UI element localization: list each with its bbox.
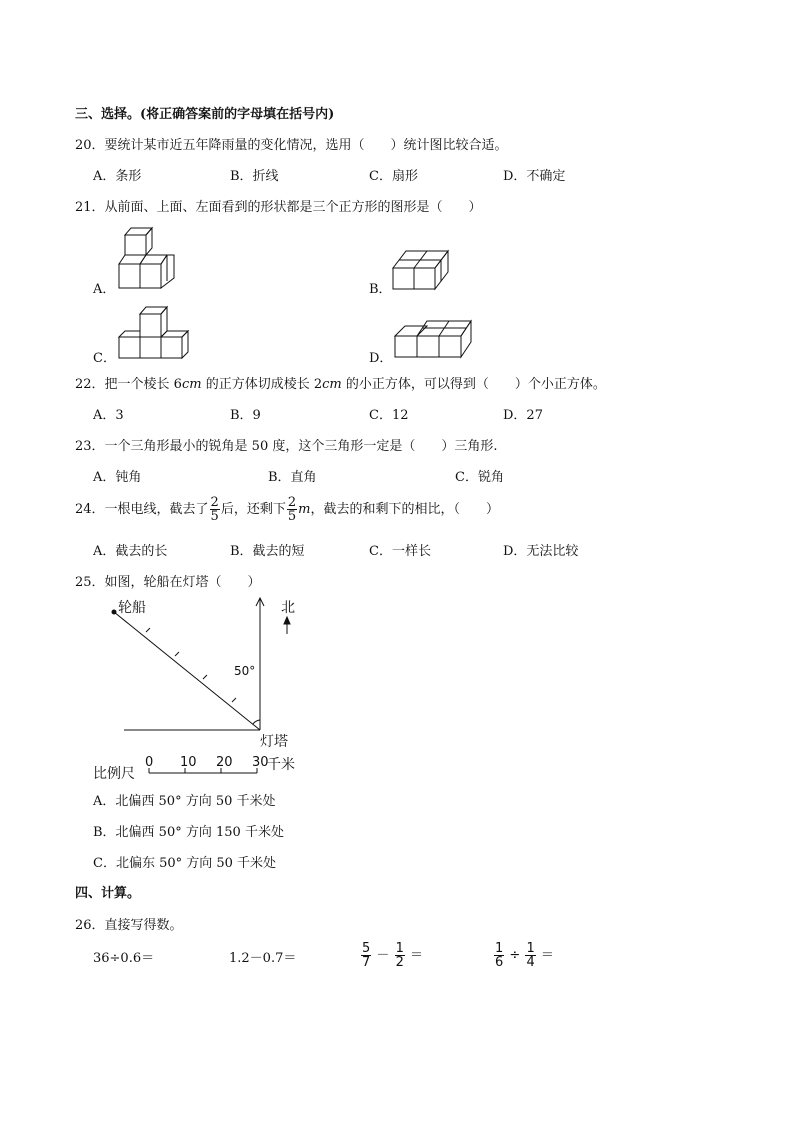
q22-option-b: B．9	[230, 408, 261, 423]
angle-label: 50°	[234, 664, 256, 678]
calc3-a-den: 7	[362, 955, 371, 970]
q24-stem-a: 24．一根电线，截去了	[75, 502, 209, 517]
q24-fraction-2	[287, 496, 297, 523]
q22-unit-1: cm	[181, 377, 202, 392]
q24-frac1-den: 5	[210, 509, 219, 524]
question-23: 23．一个三角形最小的锐角是 50 度，这个三角形一定是（ ）三角形.	[75, 439, 498, 454]
question-21: 21．从前面、上面、左面看到的形状都是三个正方形的图形是（ ）	[75, 200, 482, 215]
lighthouse-label: 灯塔	[260, 734, 288, 750]
q24-option-c: C．一样长	[369, 544, 431, 559]
q21-option-a: A．	[93, 282, 116, 297]
north-label: 北	[281, 600, 295, 616]
calc3-frac-a	[361, 942, 371, 969]
q22-option-a: A．3	[93, 408, 124, 423]
calc3-eq: ＝	[410, 948, 424, 963]
scale-tick-10: 10	[180, 755, 197, 770]
scale-tick-0: 0	[145, 755, 154, 770]
scale-tick-20: 20	[216, 755, 233, 770]
q22-stem-c: 的小正方体，可以得到（ ）个小正方体。	[341, 377, 606, 392]
scale-tick-30: 30	[252, 755, 269, 770]
q25-option-c: C．北偏东 50° 方向 50 千米处	[93, 856, 277, 871]
scale-unit: 千米	[267, 757, 295, 773]
q24-frac2-num: 2	[287, 495, 297, 510]
calc4-a-num: 1	[495, 941, 504, 956]
q25-option-b: B．北偏西 50° 方向 150 千米处	[93, 825, 284, 840]
bearing-diagram	[90, 590, 310, 780]
calc4-frac-a	[494, 942, 504, 969]
cube-figure-c	[116, 304, 196, 360]
calc4-a-den: 6	[495, 955, 504, 970]
calc3-op: －	[376, 948, 390, 963]
q20-option-c: C．扇形	[369, 169, 418, 184]
q22-option-c: C．12	[369, 408, 409, 423]
calc3-a-num: 5	[362, 941, 371, 956]
calc4-b-den: 4	[526, 955, 535, 970]
q24-frac2-den: 5	[287, 509, 297, 524]
q23-option-c: C．锐角	[455, 470, 504, 485]
calc4-b-num: 1	[526, 941, 535, 956]
q22-stem-b: 的正方体切成棱长 2	[201, 377, 323, 392]
q21-option-b: B．	[369, 282, 392, 297]
q24-stem-c: ，截去的和剩下的相比，（ ）	[310, 502, 499, 517]
q22-stem-a: 22．把一个棱长 6	[75, 377, 182, 392]
cube-figure-d	[392, 318, 476, 360]
q24-option-b: B．截去的短	[230, 544, 305, 559]
q22-option-d: D．27	[503, 408, 543, 423]
section-title-3: 三、选择。(将正确答案前的字母填在括号内)	[75, 107, 335, 122]
question-22	[75, 373, 606, 392]
scale-label: 比例尺	[93, 766, 135, 782]
q24-frac1-num: 2	[210, 495, 219, 510]
calc4-eq: ＝	[540, 948, 554, 963]
q24-stem-b: 后，还剩下	[220, 502, 286, 517]
q21-option-c: C．	[93, 351, 116, 366]
question-24	[75, 496, 499, 523]
calc-item-2: 1.2－0.7＝	[229, 951, 297, 966]
cube-figure-b	[390, 248, 462, 292]
q20-option-d: D．不确定	[503, 169, 566, 184]
q23-option-b: B．直角	[268, 470, 317, 485]
question-20: 20．要统计某市近五年降雨量的变化情况，选用（ ）统计图比较合适。	[75, 138, 508, 153]
q24-unit: m	[298, 502, 311, 517]
cube-figure-a	[116, 226, 180, 292]
calc3-b-num: 1	[395, 941, 404, 956]
q24-option-d: D．无法比较	[503, 544, 579, 559]
q20-option-a: A．条形	[93, 169, 142, 184]
q25-option-a: A．北偏西 50° 方向 50 千米处	[93, 794, 276, 809]
calc3-frac-b	[395, 942, 405, 969]
calc4-frac-b	[525, 942, 535, 969]
question-26: 26．直接写得数。	[75, 918, 183, 933]
q24-fraction-1	[210, 496, 220, 523]
q20-option-b: B．折线	[230, 169, 279, 184]
question-25: 25．如图，轮船在灯塔（ ）	[75, 575, 261, 590]
ship-label: 轮船	[118, 600, 146, 616]
q23-option-a: A．钝角	[93, 470, 142, 485]
q24-option-a: A．截去的长	[93, 544, 168, 559]
calc4-op: ÷	[509, 948, 521, 963]
q22-unit-2: cm	[322, 377, 342, 392]
calc3-b-den: 2	[395, 955, 404, 970]
q21-option-d: D．	[369, 351, 393, 366]
section-title-4: 四、计算。	[75, 886, 141, 901]
calc-item-1: 36÷0.6＝	[93, 951, 155, 966]
calc-item-4	[493, 942, 554, 969]
calc-item-3	[360, 942, 423, 969]
